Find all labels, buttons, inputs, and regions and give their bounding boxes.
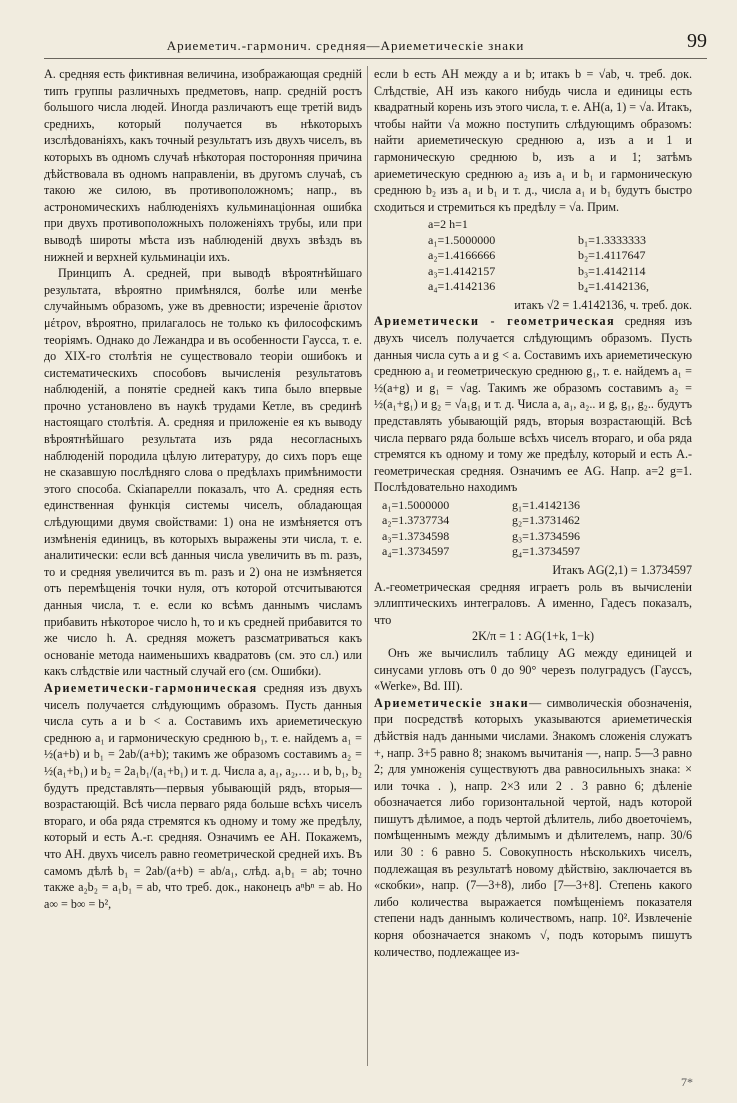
paragraph-elliptic: А.-геометрическая средняя играетъ роль въ вычисленіи эллиптическихъ интеграловъ. А именно, Гадесъ показалъ, что <box>374 579 692 627</box>
table-row: a₃=1.3734598 g₃=1.3734596 <box>382 528 580 543</box>
entry-term-arith-geometric: Ариеметически - геометрическая <box>374 314 616 329</box>
ag-result: Итакъ AG(2,1) = 1.3734597 <box>552 562 692 577</box>
table-row: a₁=1.5000000 b₁=1.3333333 <box>428 232 646 247</box>
table-row: a₃=1.4142157 b₃=1.4142114 <box>428 263 646 278</box>
table-row: a₂=1.3737734 g₂=1.3731462 <box>382 513 580 528</box>
paragraph-arithmetic-mean-end: А. средняя есть фиктивная величина, изображающая средній типъ группы различныхъ предметовъ, напр. средній ростъ большого числа людей. Иногда различаютъ еще третій видъ среднихъ, который получается въ нѣкоторыхъ изслѣдованіяхъ, какъ точный результатъ изъ двухъ чиселъ, въ которыхъ въ одномъ случаѣ нѣкоторая посторонняя причина дѣйствовала въ одномъ направленіи, въ другомъ случаѣ, съ такою же силою, въ противоположномъ; напр., въ астрономическихъ наблюденіяхъ кульминаціонная ошибка при двухъ противоположныхъ положеніяхъ трубы, или при выводѣ широты мѣста изъ наблюденій двухъ звѣздъ въ нижней и верхней кульминаціи ихъ. <box>44 67 362 264</box>
column-divider <box>367 66 368 1066</box>
table-row: a₄=1.3734597 g₄=1.3734597 <box>382 544 580 559</box>
entry-text-arith-signs: — символическія обозначенія, при посредствѣ которыхъ указываются ариеметическія дѣйствія надъ данными числами. Знакомъ сложенія служатъ +, напр. 3+5 равно 8; знакомъ вычитанія —, напр. 5—3 равно 2; для умноженія существуютъ два равносильныхъ знака: × или точка . ), напр. 2×3 или 2 . 3 равно 6; дѣленіе обозначается либо горизонтальной чертой, надъ которой пишутъ дѣлимое, а подъ чертой дѣлитель, либо двоеточіемъ, помѣщеннымъ между дѣлимымъ и дѣлителемъ, напр. 30/6 или 30 : 6 равно 5. Совокупность нѣсколькихъ чиселъ, подлежащая въ результатѣ новому дѣйствію, заключается въ «скобки», напр. (7—3+8), либо [7—3+8]. Степень какого либо количества выражается помѣщеніемъ показателя степени надъ даннымъ количествомъ, напр. 10². Извлеченіе корня обозначается знакомъ √, подъ которымъ пишутъ количество, подлежащее из- <box>374 695 692 959</box>
signature-mark: 7* <box>681 1075 693 1089</box>
entry-text-arith-harmonic: средняя изъ двухъ чиселъ получается слѣдующимъ образомъ. Пусть данныя числа суть a и b < a. Составимъ ихъ ариеметическую среднюю a₁ и гармоническую среднюю b₁, т. е. найдемъ a₁ = ½(a+b) и b₁ = 2ab/(a+b); такимъ же образомъ составимъ a₂ = ½(a₁+b₁) и b₂ = 2a₁b₁/(a₁+b₁) и т. д. Числа a, a₁, a₂,… и b, b₁, b₂ будутъ представлять—первыя убывающій рядъ, вторыя—возрастающій. Всѣ числа перваго ряда больше всѣхъ чиселъ втораго, и оба ряда стремятся къ одному и тому же предѣлу, который и есть А.-г. средняя. Означимъ ее AH. Покажемъ, что AH. двухъ чиселъ равно геометрической средней ихъ. Въ самомъ дѣлѣ b₁ = 2ab/(a+b) = ab/a₁, слѣд. a₁b₁ = ab; точно также a₂b₂ = a₁b₁ = ab, что треб. док., наконецъ aⁿbⁿ = ab. Но a∞ = b∞ = b², <box>44 680 362 911</box>
entry-term-arith-signs: Ариеметическіе знаки <box>374 695 530 710</box>
header-rule <box>44 58 707 59</box>
paragraph-ah-proof: если b есть AH между a и b; итакъ b = √ab, ч. треб. док. Слѣдствіе, AH изъ какого нибудь числа и единицы есть квадратный корень изъ этого числа, т. е. AH(a, 1) = √a. Итакъ, чтобы найти √a можно поступить слѣдующимъ образомъ: найти ариеметическую среднюю a, изъ a и 1 и гармоническую среднюю b, изъ a и 1; затѣмъ ариеметическую среднюю a₂ изъ a₁ и b₁ и гармоническую среднюю b₂ изъ a₁ и b₁ и т. д., числа a₁ и b₁ будутъ быстро сходиться и стремиться къ предѣлу = √a. Прим. <box>374 67 692 214</box>
entry-text-arith-geometric: средняя изъ двухъ чиселъ получается слѣдующимъ образомъ. Пусть данныя числа суть a и g < a. Составимъ ихъ ариеметическую среднюю a₁ и геометрическую среднюю g₁, т. е. найдемъ a₁ = ½(a+g) и g₁ = √ag. Такимъ же образомъ составимъ a₂ = ½(a₁+g₁) и g₂ = √a₁g₁ и т. д. Числа a, a₁, a₂.. и g, g₁, g₂.. будутъ представлять убывающій рядъ, вторыя возрастающій. Всѣ числа перваго ряда больше всѣхъ чиселъ втораго, и оба ряда стремятся къ одному и тому же предѣлу, который и есть А.-геометрическая средняя. Означимъ ее AG. Напр. a=2 g=1. Послѣдовательно находимъ <box>374 314 692 495</box>
paragraph-arith-geometric <box>374 313 692 496</box>
table-row: a₁=1.5000000 g₁=1.4142136 <box>382 497 580 512</box>
sqrt-iteration-table <box>374 217 692 295</box>
sqrt-result: итакъ √2 = 1.4142136, ч. треб. док. <box>514 297 692 312</box>
paragraph-mean-principle: Принципъ А. средней, при выводѣ вѣроятнѣйшаго результата, вѣроятно примѣнялся, болѣе или менѣе случайнымъ образомъ, уже въ древности; изреченіе ἄριστον μέτρον, вѣроятно, прилагалось не только къ философскимъ теоріямъ. Однако до Лежандра и въ особенности Гаусса, т. е. до XIX-го столѣтія не существовало теоріи ошибокъ и систематическихъ способовъ вычисленія результатовъ наблюденій, а понятіе средней какъ типа было впервые прочно установлено въ наукѣ трудами Кетле, въ срединѣ настоящаго столѣтія. А. средняя и приложеніе ея къ выводу вѣроятнѣйшаго результата изъ ряда несогласныхъ наблюденій породила цѣлую литературу, до сихъ поръ еще не сказавшую послѣдняго слова о предѣлахъ примѣнимости этого способа. Скіапарелли показалъ, что А. средняя есть единственная функція системы чиселъ, обладающая слѣдующими двумя свойствами: 1) она не измѣняется отъ измѣненія единицъ, въ которыхъ выражены эти числа, т. е. аналитически: если всѣ данныя числа увеличить въ m. разъ, то и средняя увеличится въ m. разъ и 2) она не измѣняется отъ перемѣщенія точки нуля, отъ которой отсчитываются данныя числа, т. е. если ко всѣмъ даннымъ числамъ прибавить нѣкоторое число h, то и къ средней прибавится то же число h. А. средняя можетъ разсматриваться какъ основаніе метода наименьшихъ квадратовъ (см. это сл.) или какъ слѣдствіе или частный случай его (см. Ошибки). <box>44 266 362 679</box>
left-column <box>44 66 362 1066</box>
running-title: Ариеметич.-гармонич. средняя—Ариеметическіе знаки <box>166 38 525 53</box>
table-row: a₄=1.4142136 b₄=1.4142136, <box>428 279 649 294</box>
paragraph-gauss-table: Онъ же вычислилъ таблицу AG между единицей и синусами угловъ отъ 0 до 90° черезъ полуградусъ (Гауссъ, «Werke», Bd. III). <box>374 645 692 694</box>
elliptic-formula: 2K/π = 1 : AG(1+k, 1−k) <box>472 629 594 644</box>
entry-term-arith-harmonic: Ариеметически-гармоническая <box>44 680 258 695</box>
page-number: 99 <box>687 30 707 52</box>
table-row: a₂=1.4166666 b₂=1.4117647 <box>428 248 646 263</box>
ag-iteration-table <box>374 498 692 560</box>
table-row: a=2 h=1 <box>428 217 468 232</box>
right-column <box>374 66 692 1066</box>
page-header <box>44 30 707 56</box>
paragraph-arith-harmonic <box>44 680 362 912</box>
paragraph-arith-signs <box>374 695 692 961</box>
